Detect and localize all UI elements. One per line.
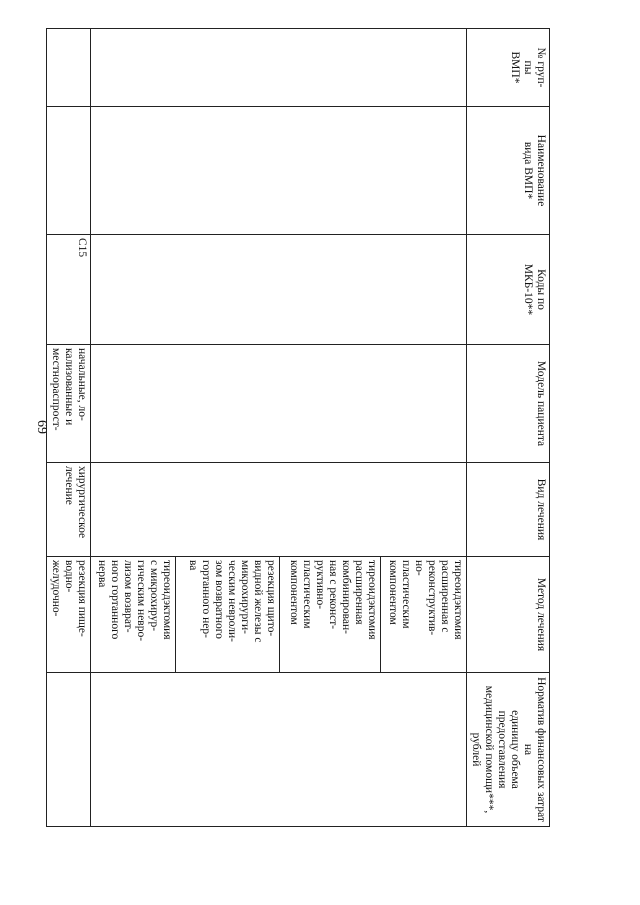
- header-cost-norm: Норматив финансовых затрат на единицу объема предоставления медицинской помощи***, рублей: [467, 673, 550, 827]
- cell-mkb-codes: [91, 235, 467, 345]
- cell-patient-model-last: начальные, ло- кализованные и местнораспрост-: [47, 345, 91, 463]
- cell-group-no: [91, 29, 467, 107]
- cell-method-3: резекция щито- видной железы с микрохирурги- ческим невроли- зом возвратного гортанного нер- ва: [176, 557, 280, 673]
- header-group-no: № груп- пы ВМП*: [467, 29, 550, 107]
- cell-cost-norm: [91, 673, 467, 827]
- cell-vmp-name-last: [47, 107, 91, 235]
- cell-mkb-code-last: C15: [47, 235, 91, 345]
- header-patient-model: Модель пациента: [467, 345, 550, 463]
- header-mkb-codes: Коды по МКБ-10**: [467, 235, 550, 345]
- vmp-table: [46, 28, 550, 827]
- header-vmp-name: Наименование вида ВМП*: [467, 107, 550, 235]
- header-treatment-type: Вид лечения: [467, 463, 550, 557]
- cell-patient-model: [91, 345, 467, 463]
- cell-treatment-type-last: хирургическое лечение: [47, 463, 91, 557]
- cell-group-no-last: [47, 29, 91, 107]
- header-row: [467, 29, 550, 827]
- page-number: 69: [34, 420, 49, 434]
- table-row: [47, 29, 91, 827]
- rotated-table-container: [50, 28, 550, 826]
- cell-vmp-name: [91, 107, 467, 235]
- cell-method-4: тиреоидэктомия с микрохирур- гическим невро- лизом возврат- ного гортанного нерва: [91, 557, 176, 673]
- cell-treatment-method-last: резекция пище- водно- желудочно-: [47, 557, 91, 673]
- cell-treatment-type: [91, 463, 467, 557]
- cell-method-1: тиреоидэктомия расширенная с реконструктив- но- пластическим компонентом: [381, 557, 467, 673]
- header-treatment-method: Метод лечения: [467, 557, 550, 673]
- cell-method-2: тиреоидэктомия расширенная комбинирован- ная с реконст- руктивно- пластическим компонентом: [280, 557, 381, 673]
- cell-cost-norm-last: [47, 673, 91, 827]
- table-row: [381, 29, 467, 827]
